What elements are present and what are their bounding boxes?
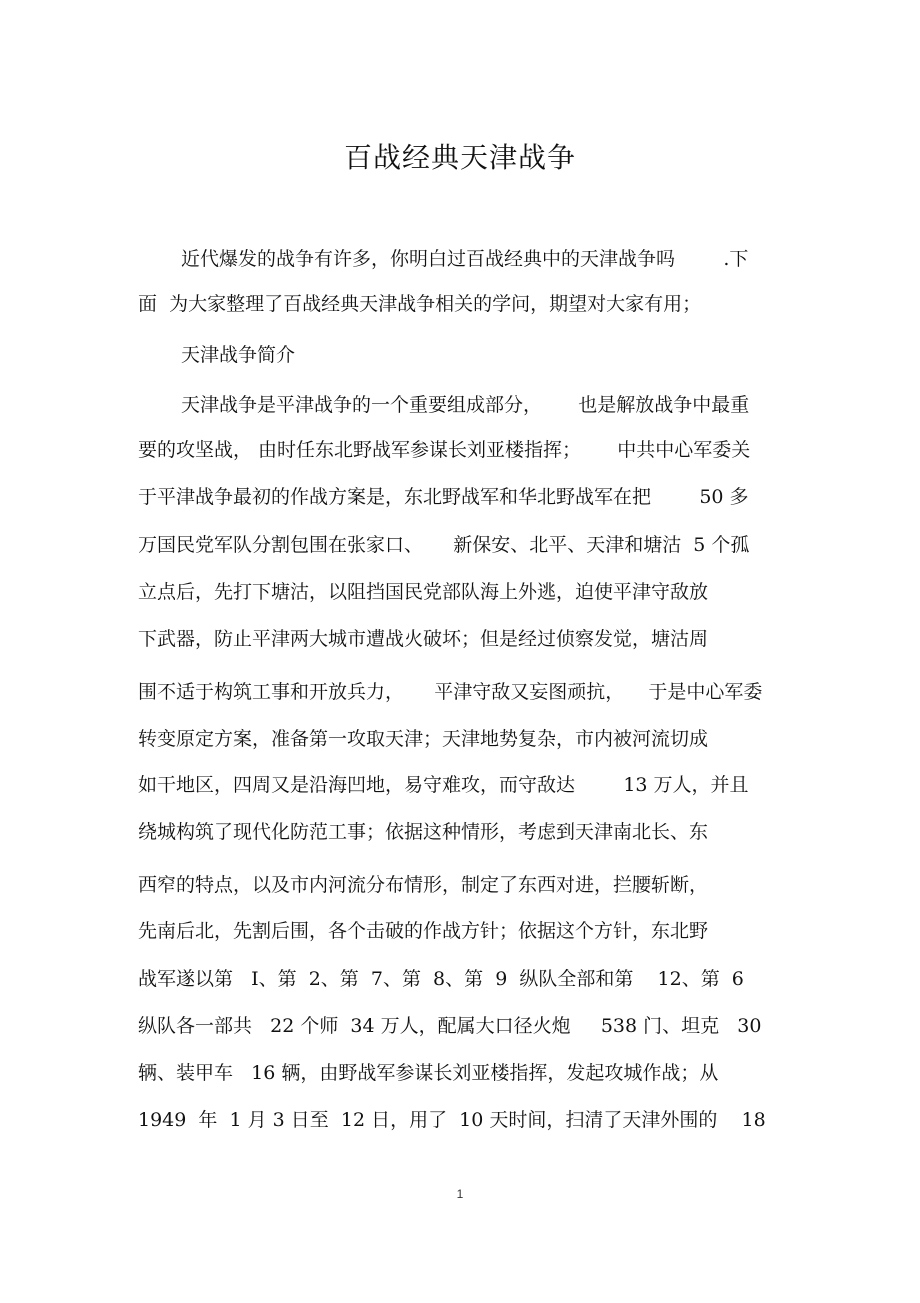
body-line-12: 先南后北，先割后围，各个击破的作战方针；依据这个方针，东北野 [138,920,709,942]
body-line-3: 于平津战争最初的作战方案是，东北野战军和华北野战军在把 50 多 [138,486,749,508]
body-line-14: 纵队各一部共 22 个师 34 万人，配属大口径火炮 538 门、坦克 30 [138,1015,762,1037]
body-line-16: 1949 年 1 月 3 日至 12 日，用了 10 天时间，扫清了天津外围的 18 [138,1109,766,1131]
document-title: 百战经典天津战争 [343,141,576,174]
body-line-4: 万国民党军队分割包围在张家口、 新保安、北平、天津和塘沽 5 个孤 [138,534,750,556]
body-line-7: 围不适于构筑工事和开放兵力， 平津守敌又妄图顽抗， 于是中心军委 [138,681,763,703]
body-line-2: 要的攻坚战， 由时任东北野战军参谋长刘亚楼指挥； 中共中心军委关 [138,439,751,461]
body-line-8: 转变原定方案，准备第一攻取天津；天津地势复杂，市内被河流切成 [138,728,709,750]
body-line-6: 下武器，防止平津两大城市遭战火破坏；但是经过侦察发觉，塘沽周 [138,628,709,650]
body-line-1: 天津战争是平津战争的一个重要组成部分， 也是解放战争中最重 [181,394,750,416]
body-line-5: 立点后，先打下塘沽，以阻挡国民党部队海上外逃，迫使平津守敌放 [138,581,709,603]
section-heading: 天津战争简介 [181,344,296,366]
body-line-13: 战军遂以第 I、第 2、第 7、第 8、第 9 纵队全部和第 12、第 6 [138,968,744,990]
page-number: 1 [456,1187,464,1201]
body-line-15: 辆、装甲车 16 辆，由野战军参谋长刘亚楼指挥，发起攻城作战；从 [138,1062,719,1084]
body-line-9: 如干地区，四周又是沿海凹地，易守难攻，而守敌达 13 万人，并且 [138,774,749,796]
body-line-10: 绕城构筑了现代化防范工事；依据这种情形，考虑到天津南北长、东 [138,821,709,843]
intro-line-2: 面 为大家整理了百战经典天津战争相关的学问，期望对大家有用； [138,293,702,315]
body-line-11: 西窄的特点，以及市内河流分布情形，制定了东西对进，拦腰斩断， [138,874,709,896]
intro-line-1: 近代爆发的战争有许多，你明白过百战经典中的天津战争吗 .下 [181,248,749,270]
